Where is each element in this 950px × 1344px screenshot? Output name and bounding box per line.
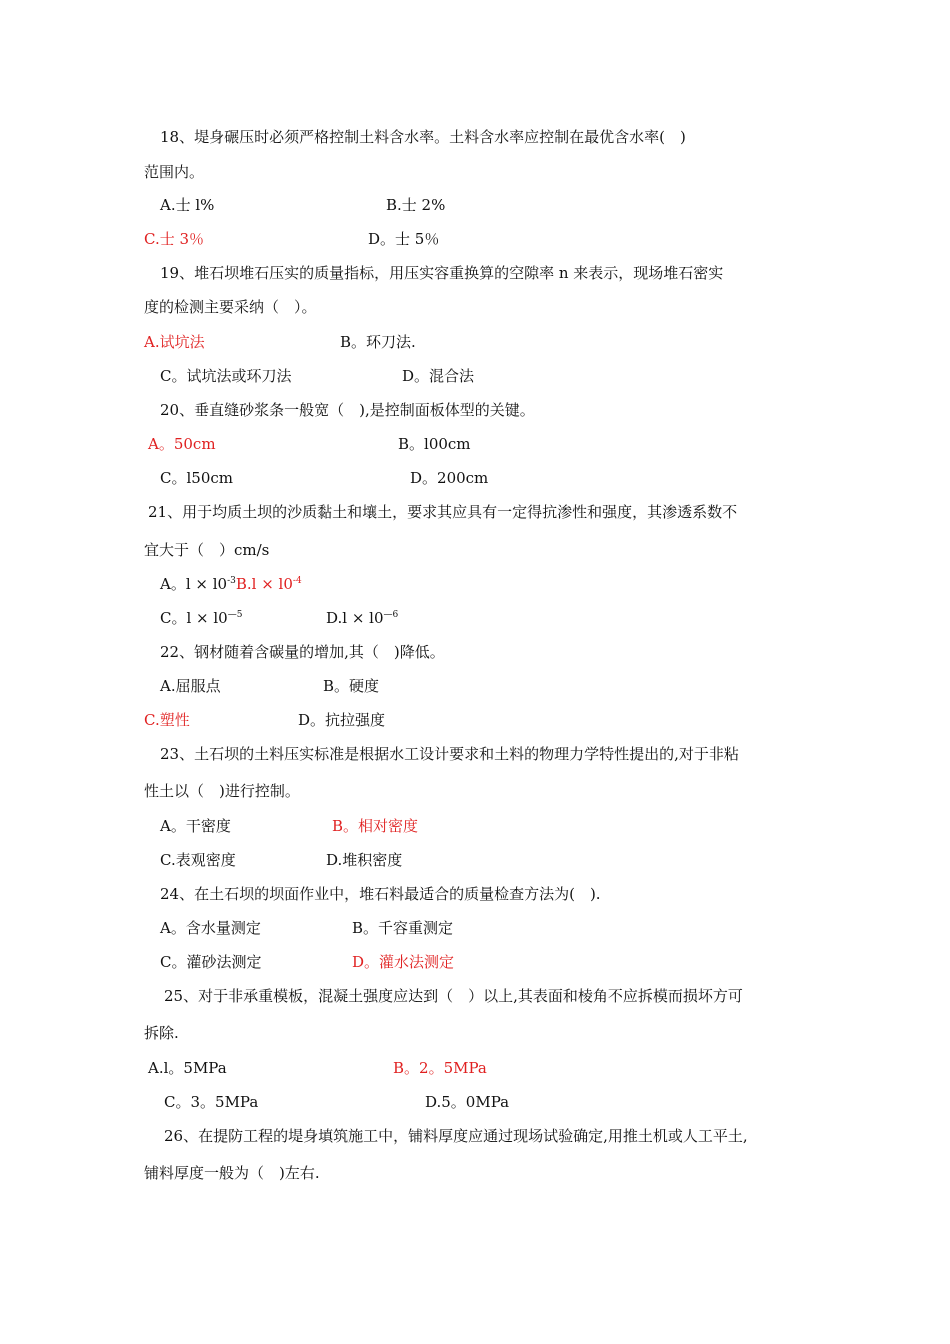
q19-option-a-answer: A.试坑法 [144,333,205,351]
q20-option-d: D。200cm [410,469,489,487]
q26-stem-line2: 铺料厚度一般为（ )左右. [144,1164,320,1182]
q20-stem-line1: 20、垂直缝砂浆条一般宽（ ),是控制面板体型的关键。 [160,401,535,419]
q18-stem-line1: 18、堤身碾压时必须严格控制土料含水率。土料含水率应控制在最优含水率( ) [160,128,686,146]
q19-stem-line2: 度的检测主要采纳（ ）。 [144,298,317,316]
q25-option-d: D.5。0MPa [425,1093,510,1111]
q20-option-b: B。l00cm [398,435,471,453]
q24-option-c: C。灌砂法测定 [160,953,262,971]
q18-option-b: B.士 2% [386,196,446,214]
q26-stem-line1: 26、在提防工程的堤身填筑施工中，铺料厚度应通过现场试验确定,用推土机或人工平土, [164,1127,748,1145]
q19-stem-line1: 19、堆石坝堆石压实的质量指标，用压实容重换算的空隙率 n 来表示，现场堆石密实 [160,264,724,282]
q18-option-d: D。士 5％ [368,230,440,248]
q24-option-b: B。千容重测定 [352,919,454,937]
q23-option-b-answer: B。相对密度 [332,817,419,835]
q20-option-a-answer: A。50cm [148,435,216,453]
q24-option-d-answer: D。灌水法测定 [352,953,455,971]
q19-option-b: B。环刀法. [340,333,416,351]
q23-option-c: C.表观密度 [160,851,236,869]
q23-stem-line2: 性土以（ )进行控制。 [144,782,300,800]
q21-options-ab [160,574,302,594]
q21-option-c: C。$l \times l0^{—5}$ [160,609,243,627]
q25-stem-line2: 拆除. [144,1024,179,1042]
q22-option-c-answer: C.塑性 [144,711,190,729]
q24-stem-line1: 24、在土石坝的坝面作业中，堆石料最适合的质量检查方法为( ). [160,885,601,903]
q23-option-d: D.堆积密度 [326,851,403,869]
q22-option-d: D。抗拉强度 [298,711,386,729]
q18-stem-line2: 范围内。 [144,163,205,181]
q22-option-a: A.屈服点 [160,677,221,695]
q19-option-c: C。试坑法或环刀法 [160,367,292,385]
q22-option-b: B。硬度 [323,677,380,695]
q21-stem-line2: 宜大于（ ）cm/s [144,541,270,559]
q24-option-a: A。含水量测定 [160,919,261,937]
q23-option-a: A。干密度 [160,817,231,835]
q25-option-a: A.l。5MPa [148,1059,227,1077]
q18-option-a: A.士 l% [160,196,215,214]
q21-option-d: $D.l \times l0^{—6}$ [326,609,399,627]
q21-option-b-answer: $B.l \times l0^{-4}$ [235,575,302,593]
q21-stem-line1: 21、用于均质土坝的沙质黏土和壤土，要求其应具有一定得抗渗性和强度，其渗透系数不 [148,503,738,521]
q18-option-c-answer: C.士 3％ [144,230,205,248]
q19-option-d: D。混合法 [402,367,475,385]
q25-option-b-answer: B。2。5MPa [393,1059,487,1077]
q20-option-c: C。l50cm [160,469,233,487]
q22-stem-line1: 22、钢材随着含碳量的增加,其（ )降低。 [160,643,445,661]
q21-option-a: A。$l \times l0^{-3}$ [160,575,236,593]
q23-stem-line1: 23、土石坝的土料压实标准是根据水工设计要求和土料的物理力学特性提出的,对于非粘 [160,745,739,763]
q25-stem-line1: 25、对于非承重模板，混凝土强度应达到（ ）以上,其表面和棱角不应拆模而损坏方可 [164,987,743,1005]
q25-option-c: C。3。5MPa [164,1093,259,1111]
